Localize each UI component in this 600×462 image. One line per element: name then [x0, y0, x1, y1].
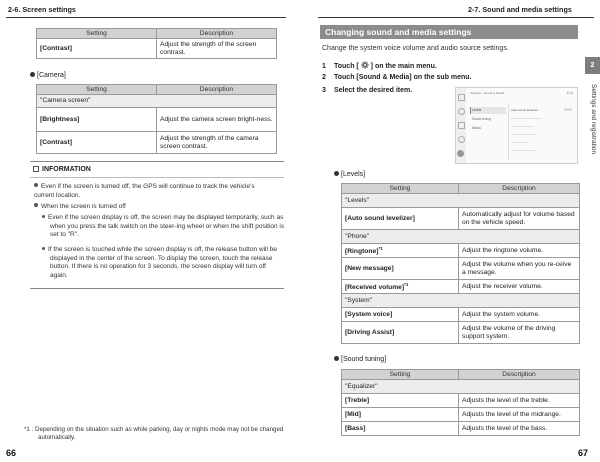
setting-cell: [Bass]	[342, 422, 459, 436]
setting-cell: [System voice]	[342, 308, 459, 322]
setting-cell: [Received volume]$^{*1}$	[342, 280, 459, 294]
table-row	[37, 108, 277, 132]
bullet-icon	[334, 356, 339, 361]
table-group-row	[342, 230, 580, 244]
table-header-row	[342, 370, 580, 380]
info-item: When the screen is turned off	[34, 203, 274, 212]
screen-line	[511, 134, 537, 135]
table-row	[342, 394, 580, 408]
column-header: Setting	[342, 370, 459, 380]
screen-time: 4:13	[566, 91, 573, 95]
table-row	[37, 132, 277, 154]
group-cell: "Phone"	[342, 230, 580, 244]
toggle-switch[interactable]	[564, 108, 572, 111]
sound-tuning-table	[341, 369, 580, 436]
settings-screen-screenshot	[455, 87, 578, 164]
table-row	[342, 308, 580, 322]
table-group-row	[342, 194, 580, 208]
footnote-ref: *1	[404, 282, 409, 288]
section-banner: Changing sound and media settings	[320, 25, 578, 39]
bullet-icon	[34, 203, 38, 207]
table-row	[342, 244, 580, 258]
right-page-number: 67	[578, 448, 589, 458]
right-section-header: 2-7. Sound and media settings	[468, 5, 572, 14]
footnote	[24, 426, 298, 441]
footnote-text: Depending on the situation such as while parking, day or nights mode may not be changed automatically.	[35, 426, 284, 441]
intro-text: Change the system voice volume and audio source settings.	[322, 45, 509, 52]
step-1: 1 Touch [ ] on the main menu.	[322, 63, 437, 70]
column-header: Setting	[37, 85, 157, 95]
table-group-row	[342, 380, 580, 394]
table-row	[342, 422, 580, 436]
screen-line	[511, 150, 535, 151]
screen-line	[511, 142, 529, 143]
info-subitem: If the screen is touched while the screen display is off, the release button will be displayed in the center of the screen. To display the screen, touch the release button. If there is no operation for 3 seconds, the screen display will turn off again.	[42, 246, 285, 280]
table-row	[342, 208, 580, 230]
screen-line	[511, 118, 541, 119]
setting-cell: [Mid]	[342, 408, 459, 422]
camera-heading: [Camera]	[30, 72, 66, 79]
levels-heading: [Levels]	[334, 171, 365, 178]
media-icon	[458, 122, 465, 129]
description-cell: Adjusts the level of the treble.	[459, 394, 580, 408]
table-group-row	[37, 95, 277, 108]
screen-menu-item[interactable]: Levels	[472, 108, 482, 112]
screen-menu-item[interactable]: Sound tuning	[472, 117, 491, 121]
table-header-row	[342, 184, 580, 194]
description-cell: Adjusts the level of the bass.	[459, 422, 580, 436]
camera-settings-table	[36, 84, 277, 154]
description-cell: Adjusts the level of the midrange.	[459, 408, 580, 422]
settings-gear-icon	[361, 61, 369, 69]
info-subitem: Even if the screen display is off, the screen may be displayed temporarily, such as when you press the talk switch on the steer-ing wheel or when the shift position is set to "R".	[42, 214, 285, 240]
info-item: Even if the screen is turned off, the GPS will continue to track the vehicle's current location.	[34, 183, 255, 199]
group-cell: "Equalizer"	[342, 380, 580, 394]
setting-cell: [Contrast]	[37, 39, 157, 59]
levels-table	[341, 183, 580, 344]
bullet-icon	[30, 72, 35, 77]
bullet-icon	[334, 171, 339, 176]
setting-cell: [Brightness]	[37, 108, 157, 132]
table-header-row	[37, 85, 277, 95]
step-2: 2 Touch [Sound & Media] on the sub menu.	[322, 74, 472, 81]
nav-icon	[458, 108, 465, 115]
screen-divider	[508, 104, 509, 160]
table-header-row	[37, 29, 277, 39]
divider	[30, 177, 284, 178]
footnote-mark: *1 :	[24, 426, 34, 433]
left-section-header: 2-6. Screen settings	[8, 5, 76, 14]
table-row	[342, 258, 580, 280]
column-header: Description	[459, 184, 580, 194]
screen-title: Settings - Sound & Media	[470, 91, 505, 95]
footnote-ref: *1	[378, 246, 383, 251]
chapter-tab: 2	[585, 57, 600, 74]
column-header: Description	[157, 85, 277, 95]
step-3: 3 Select the desired item.	[322, 87, 413, 94]
setting-cell: [Ringtone]$^{*1}$	[342, 244, 459, 258]
description-cell: Adjust the receiver volume.	[459, 280, 580, 294]
screen-line	[511, 126, 533, 127]
table-group-row	[342, 294, 580, 308]
table-row	[342, 408, 580, 422]
phone-icon	[458, 136, 465, 143]
information-title: INFORMATION	[33, 166, 91, 173]
bullet-icon	[42, 215, 45, 218]
settings-icon	[457, 150, 464, 157]
description-cell: Adjust the system volume.	[459, 308, 580, 322]
table-row	[37, 39, 277, 59]
setting-cell: [Driving Assist]	[342, 322, 459, 344]
description-cell: Adjust the strength of the camera screen contrast.	[157, 132, 277, 154]
column-header: Description	[157, 29, 277, 39]
setting-cell: [Auto sound levelizer]	[342, 208, 459, 230]
group-cell: "System"	[342, 294, 580, 308]
column-header: Setting	[37, 29, 157, 39]
description-cell: Adjust the strength of the screen contrast.	[157, 39, 277, 59]
description-cell: Adjust the volume when you re-ceive a message.	[459, 258, 580, 280]
column-header: Setting	[342, 184, 459, 194]
description-cell: Adjust the ringtone volume.	[459, 244, 580, 258]
table-row	[342, 280, 580, 294]
table-row	[342, 322, 580, 344]
setting-cell: [New message]	[342, 258, 459, 280]
bullet-icon	[42, 247, 45, 250]
description-cell: Adjust the volume of the driving support system.	[459, 322, 580, 344]
description-cell: Automatically adjust for volume based on the vehicle speed.	[459, 208, 580, 230]
description-cell: Adjust the camera screen bright-ness.	[157, 108, 277, 132]
left-page-number: 66	[6, 448, 17, 458]
group-cell: "Camera screen"	[37, 95, 277, 108]
column-header: Description	[459, 370, 580, 380]
setting-cell: [Treble]	[342, 394, 459, 408]
info-icon	[33, 166, 39, 172]
screen-setting-item[interactable]: Auto sound levelizer	[511, 108, 539, 112]
setting-cell: [Contrast]	[37, 132, 157, 154]
screen-settings-table	[36, 28, 277, 59]
left-header-rule	[6, 17, 286, 18]
group-cell: "Levels"	[342, 194, 580, 208]
home-icon	[458, 94, 465, 101]
screen-menu-item[interactable]: Media	[472, 126, 481, 130]
chapter-side-label: Settings and registration	[590, 84, 597, 155]
bullet-icon	[34, 183, 38, 187]
sound-tuning-heading: [Sound tuning]	[334, 356, 386, 363]
right-header-rule	[318, 17, 594, 18]
